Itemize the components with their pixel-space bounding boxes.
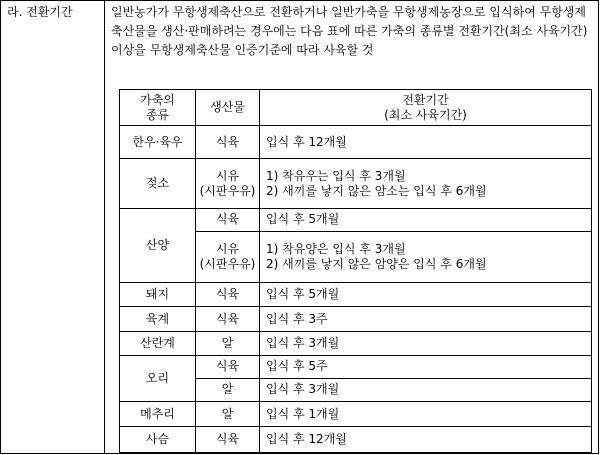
period-line: 1) 착유우는 입식 후 3개월	[266, 168, 406, 183]
product-cell: 식육	[196, 427, 260, 453]
species-cell: 돼지	[120, 283, 196, 307]
period-line: 2) 새끼를 낳지 않은 암소는 입식 후 6개월	[266, 183, 487, 198]
period-line: 1) 착유양은 입식 후 3개월	[266, 242, 406, 257]
species-cell: 육계	[120, 307, 196, 332]
species-cell: 산란계	[120, 331, 196, 355]
product-cell: 시유 (시판우유)	[196, 231, 260, 283]
section-label-cell	[1, 1, 105, 453]
section-label: 라. 전환기간	[7, 5, 73, 19]
section-paragraph: 일반농가가 무항생제축산으로 전환하거나 일반가축을 무항생제농장으로 입식하여 무항생제축산물을 생산·판매하려는 경우에는 다음 표에 따른 가축의 종류별 전환기간(최소 사육기간) 이상을 무항생제축산물 인증기준에 따라 사육할 것	[111, 5, 588, 57]
product-cell: 알	[196, 378, 260, 402]
table-row	[120, 355, 592, 378]
table-row	[120, 331, 592, 355]
header-period-title: 전환기간	[402, 92, 449, 107]
product-cell: 식육	[196, 208, 260, 231]
period-cell: 입식 후 1개월	[260, 402, 592, 427]
period-line: 2) 새끼를 낳지 않은 암양은 입식 후 6개월	[266, 257, 487, 272]
table-row	[120, 283, 592, 307]
header-period	[260, 90, 592, 126]
period-cell	[260, 159, 592, 209]
product-cell: 식육	[196, 307, 260, 332]
header-species: 가축의 종류	[120, 90, 196, 126]
product-cell: 시유 (시판우유)	[196, 159, 260, 209]
period-cell: 입식 후 5주	[260, 355, 592, 378]
conversion-period-table	[119, 89, 592, 453]
species-cell: 산양	[120, 208, 196, 282]
species-cell: 젖소	[120, 159, 196, 209]
period-cell: 입식 후 5개월	[260, 208, 592, 231]
product-cell: 알	[196, 331, 260, 355]
product-cell: 식육	[196, 283, 260, 307]
header-product: 생산물	[196, 90, 260, 126]
table-row	[120, 307, 592, 332]
period-cell: 입식 후 3주	[260, 307, 592, 332]
period-cell: 입식 후 5개월	[260, 283, 592, 307]
header-period-subtitle: (최소 사육기간)	[384, 107, 467, 122]
table-row	[120, 427, 592, 453]
period-cell: 입식 후 12개월	[260, 126, 592, 159]
species-cell: 한우·육우	[120, 126, 196, 159]
product-cell: 알	[196, 402, 260, 427]
table-row	[120, 126, 592, 159]
table-row	[120, 402, 592, 427]
table-row	[120, 159, 592, 209]
species-cell: 오리	[120, 355, 196, 402]
species-cell: 사슴	[120, 427, 196, 453]
product-cell: 식육	[196, 355, 260, 378]
period-cell: 입식 후 3개월	[260, 331, 592, 355]
period-cell: 입식 후 3개월	[260, 378, 592, 402]
period-cell: 입식 후 12개월	[260, 427, 592, 453]
period-cell	[260, 231, 592, 283]
species-cell: 메추리	[120, 402, 196, 427]
table-row	[120, 208, 592, 231]
product-cell: 식육	[196, 126, 260, 159]
table-header-row	[120, 90, 592, 126]
